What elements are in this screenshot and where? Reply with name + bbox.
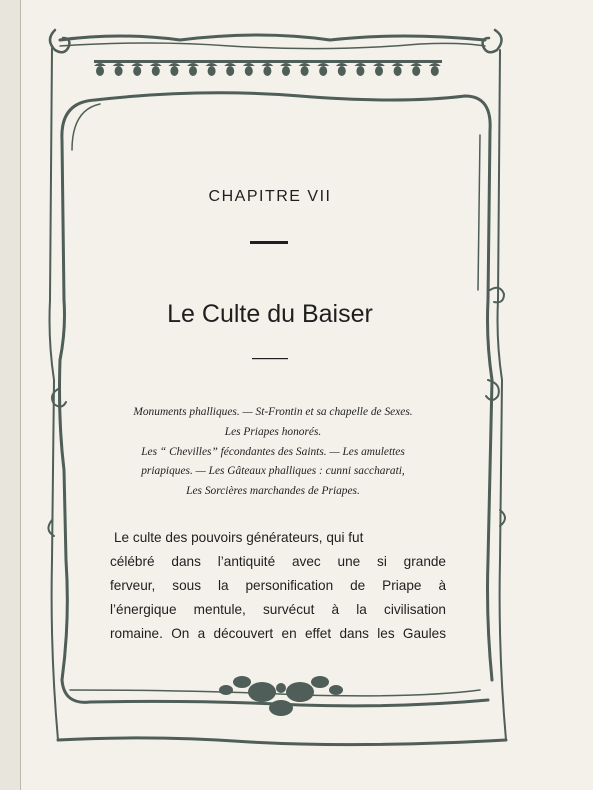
acorn-cap <box>261 63 273 66</box>
acorn-cap <box>429 63 441 66</box>
body-line: romaine. On a découvert en effet dans les Gaules <box>110 626 446 641</box>
acorn <box>338 66 346 76</box>
acorn <box>152 66 160 76</box>
acorn <box>375 66 383 76</box>
acorn-cap <box>94 63 106 66</box>
acorn <box>245 66 253 76</box>
acorn <box>356 66 364 76</box>
body-line: l’énergique mentule, survécut à la civilisation <box>110 602 446 617</box>
acorn <box>96 66 104 76</box>
acorn <box>115 66 123 76</box>
acorn-cap <box>131 63 143 66</box>
summary-line: Les Sorcières marchandes de Priapes. <box>186 485 360 497</box>
acorn <box>301 66 309 76</box>
acorn-cap <box>243 63 255 66</box>
acorn-cap <box>317 63 329 66</box>
acorn <box>133 66 141 76</box>
acorn <box>226 66 234 76</box>
chapter-label: CHAPITRE VII <box>208 188 332 205</box>
acorn-cap <box>206 63 218 66</box>
acorn-cap <box>299 63 311 66</box>
summary-line: Les Priapes honorés. <box>224 426 322 438</box>
acorn <box>412 66 420 76</box>
acorn-cap <box>113 63 125 66</box>
acorn <box>263 66 271 76</box>
acorn <box>394 66 402 76</box>
body-line: Le culte des pouvoirs générateurs, qui fut <box>114 530 364 545</box>
acorn <box>208 66 216 76</box>
acorn-cap <box>150 63 162 66</box>
acorn-cap <box>373 63 385 66</box>
acorn-cap <box>224 63 236 66</box>
acorn-frieze <box>94 60 442 76</box>
acorn-cap <box>280 63 292 66</box>
summary-line: Les “ Chevilles” fécondantes des Saints. — Les amulettes <box>141 446 405 458</box>
acorn-cap <box>168 63 180 66</box>
acorn <box>170 66 178 76</box>
acorn <box>189 66 197 76</box>
acorn-cap <box>187 63 199 66</box>
summary-line: priapiques. — Les Gâteaux phalliques : cunni saccharati, <box>141 465 405 477</box>
acorn <box>431 66 439 76</box>
summary-line: Monuments phalliques. — St-Frontin et sa chapelle de Sexes. <box>133 406 413 418</box>
heading-rule-thin <box>252 358 288 359</box>
acorn-cap <box>336 63 348 66</box>
acorn <box>282 66 290 76</box>
acorn-cap <box>392 63 404 66</box>
body-line: ferveur, sous la personification de Priape à <box>110 578 446 593</box>
heading-rule-thick <box>250 241 288 244</box>
body-line: célébré dans l’antiquité avec une si grande <box>110 554 446 569</box>
acorn-cap <box>354 63 366 66</box>
acorn <box>319 66 327 76</box>
acorn-cap <box>410 63 422 66</box>
chapter-title: Le Culte du Baiser <box>167 300 373 328</box>
